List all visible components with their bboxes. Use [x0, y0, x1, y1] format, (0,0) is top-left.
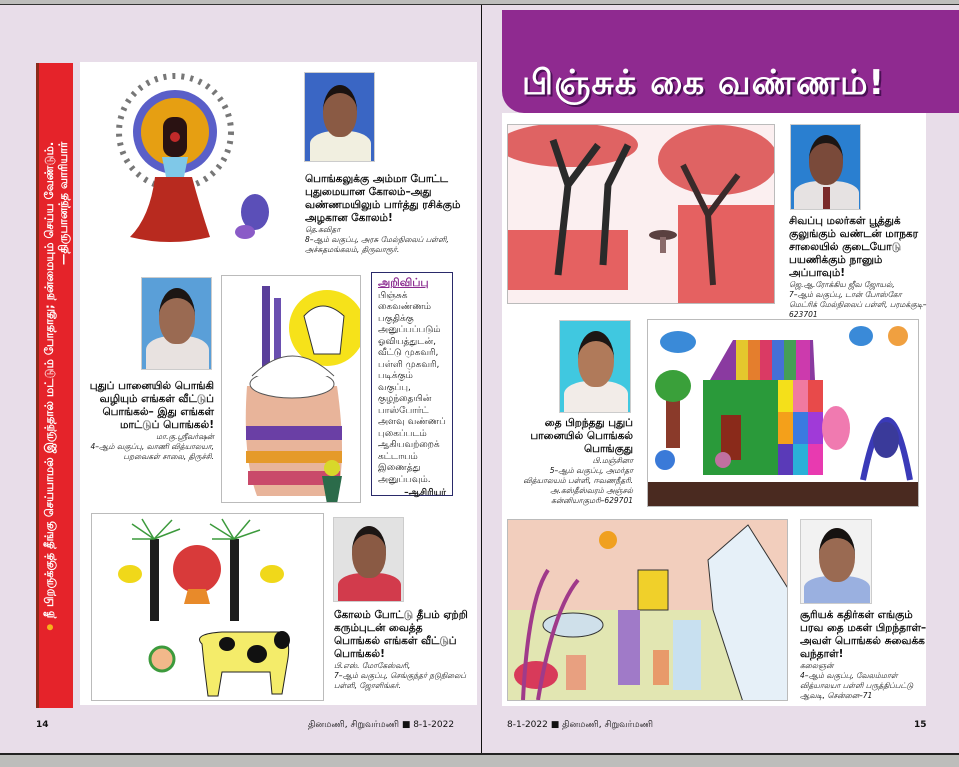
- caption-text: புதுப் பானையில் பொங்கி வழியும் எங்கள் வீட்டுப் பொங்கல்– இது எங்கள் மாட்டுப் பொங்கல்!: [89, 380, 214, 431]
- student-details: 4–ஆம் வகுப்பு, வாணி வித்யாலயா, பறவைகள் சாலை, திருச்சி.: [90, 442, 214, 461]
- student-details: 7–ஆம் வகுப்பு, டான் போஸ்கோ மெட்ரிக் மேல்நிலைப் பள்ளி, பரமக்குடி–623701: [789, 290, 927, 319]
- notice-title: அறிவிப்பு: [378, 276, 429, 289]
- artwork-pongal-festival: [507, 519, 788, 701]
- student-name: ஜெ.ஆ.ரோக்கிய ஜீவ ஜோயல்,: [789, 280, 895, 289]
- student-details: 4–ஆம் வகுப்பு, வேலம்மாள் வித்யாலயா பள்ளி பருத்திப்பட்டு ஆவடி, சென்னை–71: [800, 671, 914, 700]
- student-name: பி.மஞ்சினா: [592, 456, 633, 465]
- caption-text: தை பிறந்தது புதுப் பானையில் பொங்கல் பொங்குது: [530, 417, 633, 455]
- student-details: 8–ஆம் வகுப்பு, அரசு மேல்நிலைப் பள்ளி, அச்சுதமங்கலம், திருவாரூர்.: [305, 235, 449, 254]
- notice-signature: –ஆசிரியர்: [404, 488, 446, 498]
- page-number: 15: [914, 720, 927, 730]
- student-details: 5–ஆம் வகுப்பு, அமர்தா வித்யாலயம் பள்ளி, ஈவணநீதரி. அ.கஸ்தீஸ்வரம் அஞ்சல் கன்னியாகுமரி–629701: [523, 466, 633, 505]
- page-title: பிஞ்சுக் கை வண்ணம்!: [522, 63, 885, 103]
- student-name: மா.கு.ஸ்ரீவர்ஷன்: [156, 432, 214, 441]
- caption-text: பொங்கலுக்கு அம்மா போட்ட புதுமையான கோலம்–அது வண்ணமயிலும் பார்த்து ரசிக்கும் அழகான கோலம்!: [305, 173, 461, 224]
- artwork-red-trees: [507, 124, 775, 304]
- caption-entry-6: [800, 609, 930, 701]
- page-footer: தினமணி, சிறுவர்மணி ■ 8-1-2022: [308, 720, 455, 730]
- title-banner: [502, 10, 959, 113]
- notice-body: பிஞ்சுக் கைவண்ணம் பகுதிக்கு அனுப்பப்படும் ஓவியத்துடன், வீட்டு முகவரி, பள்ளி முகவரி, படிக்கும் வகுப்பு, குழந்தையின் பாஸ்போர்ட் அளவு வண்ணப் புகைப்படம் ஆகியவற்றைக் கட்டாயம் இணைத்து அனுப்பவும்.: [378, 290, 446, 485]
- student-photo-4: [790, 124, 861, 210]
- student-name: கலைஞன்: [800, 661, 834, 670]
- caption-entry-5: [505, 417, 633, 506]
- caption-text: சிவப்பு மலர்கள் பூத்துக் குலுங்கும் வண்டன் மாநகர சாலையில் குடையோடு பயணிக்கும் நானும் அப்பாவும்!: [789, 215, 919, 279]
- quote-author: —திருபானந்த வாரியார்: [56, 141, 70, 265]
- caption-text: கோலம் போட்டு தீபம் ஏற்றி கரும்புடன் வைத்த பொங்கல் எங்கள் வீட்டுப் பொங்கல்!: [334, 609, 468, 660]
- caption-entry-4: [789, 215, 929, 320]
- caption-text: சூரியக் கதிர்கள் எங்கும் பரவ தை மகள் பிறந்தாள்–அவள் பொங்கல் சுவைக்க வந்தாள்!: [800, 609, 927, 660]
- student-photo-6: [800, 519, 872, 604]
- student-details: 7–ஆம் வகுப்பு, செங்குந்தர் நடுநிலைப் பள்ளி, ஜோளிங்கர்.: [334, 671, 466, 690]
- student-photo-5: [559, 320, 631, 413]
- artwork-colorful-house: [647, 319, 919, 507]
- right-page: [0, 5, 959, 753]
- student-name: தெ.கவிதா: [305, 225, 341, 234]
- page-footer: 8-1-2022 ■ தினமணி, சிறுவர்மணி: [507, 720, 654, 730]
- page-number: 14: [36, 720, 49, 730]
- student-name: பி.எஸ். மோகேஸ்வரி,: [334, 661, 411, 670]
- quote-line: நீ பிறருக்குத் தீங்கு செய்யாமல் இருந்தால் மட்டும் போதாது; நன்மையும் செய்ய வேண்டும்.: [42, 141, 56, 618]
